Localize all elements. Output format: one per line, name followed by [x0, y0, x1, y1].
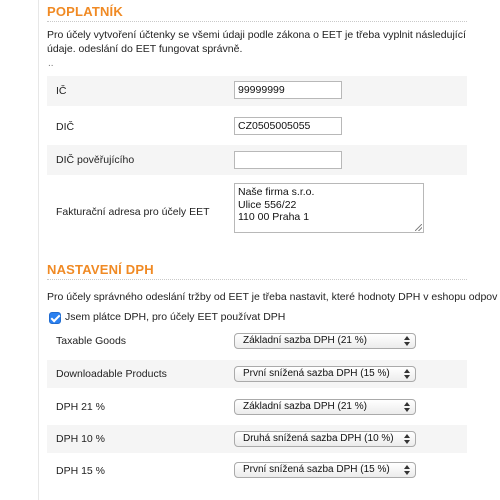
dph-row-label: Downloadable Products	[56, 368, 167, 380]
dph-select-value: První snížená sazba DPH (15 %)	[243, 368, 390, 379]
dph-select[interactable]	[234, 333, 416, 349]
ic-label: IČ	[56, 85, 67, 97]
dph-row-label: Taxable Goods	[56, 335, 127, 347]
page-left-border	[38, 0, 39, 500]
select-arrows-icon	[403, 433, 412, 445]
dph-select[interactable]	[234, 366, 416, 382]
select-arrows-icon	[403, 368, 412, 380]
dic-poverujiciho-input[interactable]	[234, 151, 342, 169]
resize-grip-icon[interactable]	[415, 224, 422, 231]
dph-row-label: DPH 21 %	[56, 401, 106, 413]
select-arrows-icon	[403, 401, 412, 413]
dph-select-value: Základní sazba DPH (21 %)	[243, 335, 367, 346]
ic-input[interactable]: 99999999	[234, 81, 342, 99]
section-divider	[47, 279, 467, 280]
select-arrows-icon	[403, 335, 412, 347]
dph-select[interactable]	[234, 462, 416, 478]
vat-payer-checkbox-label: Jsem plátce DPH, pro účely EET používat DPH	[65, 311, 286, 323]
stray-mark: ..	[48, 58, 54, 69]
dph-select[interactable]	[234, 431, 416, 447]
dic-input[interactable]: CZ0505005055	[234, 117, 342, 135]
section-divider	[47, 21, 467, 22]
address-line: Ulice 556/22	[238, 198, 297, 211]
dic-label: DIČ	[56, 121, 75, 133]
dph-select[interactable]	[234, 399, 416, 415]
dph-row-label: DPH 15 %	[56, 465, 106, 477]
address-line: 110 00 Praha 1	[238, 211, 310, 223]
dph-select-value: První snížená sazba DPH (15 %)	[243, 464, 390, 475]
address-line: Naše firma s.r.o.	[238, 186, 315, 198]
dph-select-value: Základní sazba DPH (21 %)	[243, 401, 367, 412]
dph-select-value: Druhá snížená sazba DPH (10 %)	[243, 433, 394, 444]
dph-intro-text: Pro účely správného odeslání tržby od EET je třeba nastavit, které hodnoty DPH v eshopu odpov	[47, 291, 498, 303]
section-title-dph: NASTAVENÍ DPH	[47, 262, 154, 277]
poplatnik-intro-text: Pro účely vytvoření účtenky se všemi údaji podle zákona o EET je třeba vyplnit následující údaje. odeslání do EET fungovat správně.	[47, 29, 466, 55]
section-title-poplatnik: POPLATNÍK	[47, 4, 123, 19]
vat-payer-checkbox[interactable]	[49, 312, 61, 324]
dic-poverujiciho-label: DIČ pověřujícího	[56, 154, 135, 166]
dph-row-label: DPH 10 %	[56, 433, 106, 445]
address-label: Fakturační adresa pro účely EET	[56, 206, 210, 218]
select-arrows-icon	[403, 464, 412, 476]
address-textarea[interactable]	[234, 183, 424, 233]
